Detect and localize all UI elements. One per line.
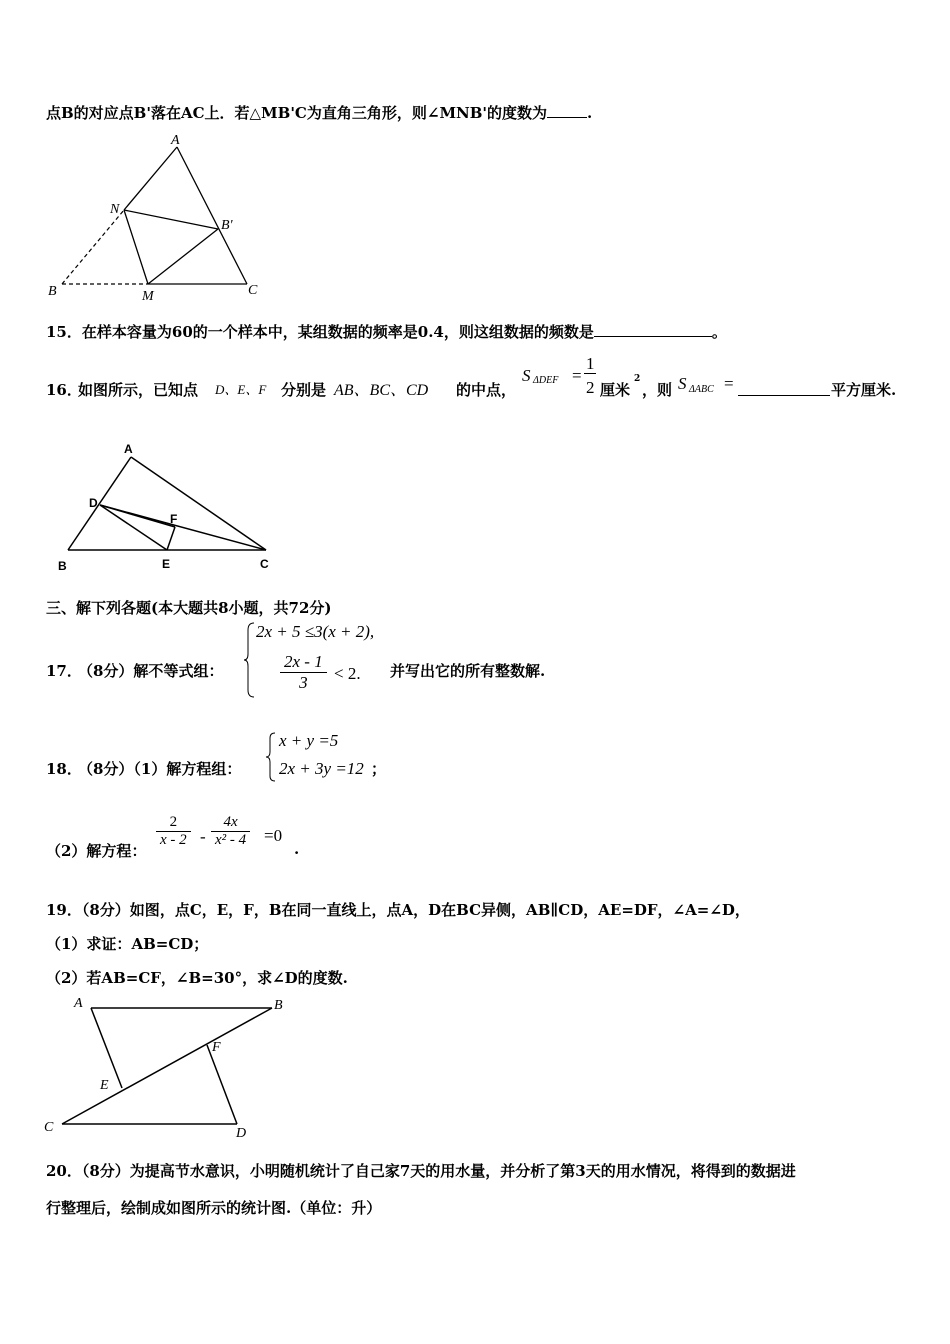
q18-part2: （2）解方程： $\frac{2}{x - 2}$ - $\frac{4x}{\text{x² - 4}}$ =0 .: [46, 814, 300, 860]
fig2-label-e: E: [162, 557, 171, 571]
q20-text: 20．（8分）为提高节水意识，小明随机统计了自己家7天的用水量，并分析了第3天的用水情况，将得到的数据进: [46, 1162, 796, 1180]
section-heading: 三、解下列各题(本大题共8小题，共72分): [46, 599, 332, 617]
fig3-label-e: E: [100, 1078, 109, 1093]
q20-text-cont: 行整理后，绘制成如图所示的统计图.（单位：升）: [46, 1199, 382, 1217]
answer-blank: [547, 103, 587, 118]
q18-part1: 18． （8分）（1）解方程组： x + y =5 2x + 3y =12 ；: [46, 728, 746, 788]
fig2-label-d: D: [89, 496, 98, 510]
fig1-label-c: C: [248, 283, 258, 298]
fig3-label-c: C: [44, 1120, 54, 1135]
fig1-label-a: A: [171, 133, 180, 148]
q14-text: 点B的对应点B'落在AC上．若△MB'C为直角三角形，则∠MNB'的度数为 .: [46, 104, 593, 122]
fig1-label-b1: B': [221, 218, 233, 233]
fig2-label-a: A: [124, 442, 133, 456]
fig1-label-n: N: [110, 202, 120, 217]
q19-part2: （2）若AB=CF，∠B=30°，求∠D的度数.: [46, 969, 348, 987]
fig3-label-b: B: [274, 998, 283, 1013]
q17: 17． （8分）解不等式组： 2x + 5 ≤3(x + 2), $\frac{2x - 1}{3}$ < 2. 并写出它的所有整数解.: [46, 620, 746, 700]
fig2-label-f: F: [170, 512, 178, 526]
q19-text: 19．（8分）如图，点C，E，F，B在同一直线上，点A，D在BC异侧，AB∥CD，AE=DF，∠A=∠D，: [46, 901, 750, 919]
figure-triangle-fold: [44, 132, 274, 304]
figure-parallel-lines: [42, 993, 292, 1143]
q15-text: 15．在样本容量为60的一个样本中，某组数据的频率是0.4，则这组数据的频数是 。: [46, 323, 727, 341]
fig3-label-d: D: [236, 1126, 247, 1141]
fig1-label-b: B: [48, 284, 57, 299]
fig3-label-a: A: [74, 996, 83, 1011]
fig1-label-m: M: [142, 289, 154, 304]
fig3-label-f: F: [212, 1040, 221, 1055]
fig2-label-b: B: [58, 559, 67, 573]
q19-part1: （1）求证：AB=CD；: [46, 935, 209, 953]
figure-triangle-midpoints: [52, 440, 282, 574]
answer-blank: [738, 381, 830, 396]
answer-blank: [594, 322, 712, 337]
fig2-label-c: C: [260, 557, 269, 571]
